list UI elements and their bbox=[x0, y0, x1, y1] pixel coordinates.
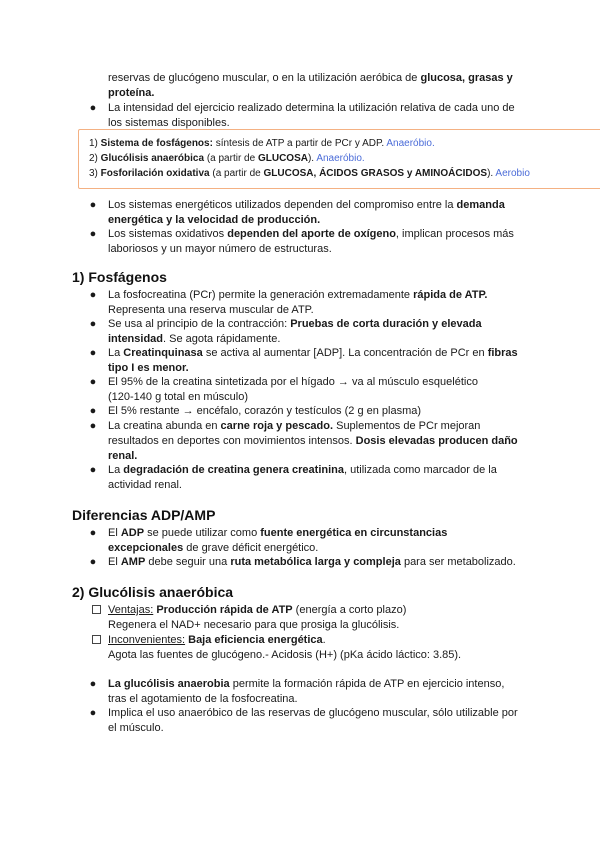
text-run: Sistema de fosfágenos: bbox=[100, 138, 213, 149]
text-line bbox=[108, 648, 578, 663]
text-line bbox=[108, 555, 578, 570]
text-run: (120-140 g total en músculo) bbox=[108, 391, 249, 403]
bullet-marker: ● bbox=[89, 199, 97, 211]
list-item bbox=[108, 404, 578, 419]
text-run: Anaeróbio. bbox=[316, 153, 365, 164]
text-run: para ser metabolizado. bbox=[400, 556, 516, 568]
text-run: GLUCOSA, ÁCIDOS GRASOS y AMINOÁCIDOS bbox=[263, 168, 488, 179]
text-run: Los sistemas energéticos utilizados dependen del compromiso entre la bbox=[108, 199, 457, 211]
text-line bbox=[108, 434, 578, 449]
text-run: Regenera el NAD+ necesario para que prosiga la glucólisis. bbox=[108, 619, 400, 631]
text-run: AMP bbox=[120, 556, 146, 568]
energy-systems-box bbox=[78, 129, 600, 189]
text-run: ). bbox=[487, 168, 496, 179]
text-run: Producción rápida de ATP bbox=[156, 604, 293, 616]
text-run: La intensidad del ejercicio realizado determina la utilización relativa de cada uno de bbox=[108, 102, 515, 114]
checkbox-inconvenientes[interactable] bbox=[92, 635, 101, 644]
text-run: , utilizada como marcador de la bbox=[344, 464, 497, 476]
text-run: ruta metabólica larga y compleja bbox=[230, 556, 401, 568]
list-item bbox=[108, 227, 578, 257]
bullet-marker: ● bbox=[89, 420, 97, 432]
text-run: Baja eficiencia energética bbox=[188, 634, 323, 646]
list-item bbox=[108, 375, 578, 405]
text-line bbox=[108, 404, 578, 419]
text-line bbox=[108, 618, 578, 633]
checklist-item bbox=[108, 603, 578, 633]
text-run: Ventajas: bbox=[108, 604, 154, 616]
text-line bbox=[108, 242, 578, 257]
text-run: Dosis elevadas producen daño bbox=[355, 435, 518, 447]
text-run: se puede utilizar como bbox=[144, 527, 261, 539]
text-run: (a partir de bbox=[209, 168, 264, 179]
text-line bbox=[108, 86, 568, 101]
text-run: laboriosos y un mayor número de estructuras. bbox=[108, 243, 332, 255]
text-line bbox=[108, 213, 578, 228]
text-run: se activa al aumentar [ADP]. La concentración de PCr en bbox=[202, 347, 488, 359]
text-run: El 5% restante → encéfalo, corazón y testículos (2 g en plasma) bbox=[108, 405, 422, 417]
bullet-marker: ● bbox=[89, 527, 97, 539]
text-run: Agota las fuentes de glucógeno.- Acidosis (H+) (pKa ácido láctico: 3.85). bbox=[108, 649, 462, 661]
text-run: ADP bbox=[120, 527, 145, 539]
text-line bbox=[108, 526, 578, 541]
system-row-3 bbox=[89, 166, 530, 181]
section-heading-fosfagenos: 1) Fosfágenos bbox=[72, 269, 167, 285]
text-run: resultados en deportes con movimientos intensos. bbox=[108, 435, 356, 447]
bullet-marker: ● bbox=[89, 318, 97, 330]
intensity-bullet bbox=[108, 101, 578, 131]
text-line bbox=[108, 419, 578, 434]
text-run: Inconvenientes: bbox=[108, 634, 186, 646]
text-run: La creatina abunda en bbox=[108, 420, 221, 432]
text-run: dependen del aporte de oxígeno bbox=[227, 228, 396, 240]
text-run: Suplementos de PCr mejoran bbox=[333, 420, 481, 432]
text-line bbox=[108, 390, 578, 405]
text-run: síntesis de ATP a partir de PCr y ADP. bbox=[212, 138, 387, 149]
text-run: La fosfocreatina (PCr) permite la generación extremadamente bbox=[108, 289, 414, 301]
text-line bbox=[108, 361, 578, 376]
text-line bbox=[108, 71, 568, 86]
text-line bbox=[108, 692, 578, 707]
text-line bbox=[108, 449, 578, 464]
list-item bbox=[108, 346, 578, 376]
list-item bbox=[108, 555, 578, 570]
text-run: ). bbox=[307, 153, 317, 164]
text-line bbox=[108, 346, 578, 361]
text-run: Anaeróbio. bbox=[386, 138, 435, 149]
bullet-marker: ● bbox=[89, 405, 97, 417]
text-run: rápida de ATP. bbox=[413, 289, 488, 301]
text-run: permite la formación rápida de ATP en ejercicio intenso, bbox=[229, 678, 505, 690]
text-run: 1) bbox=[89, 138, 101, 149]
text-line bbox=[108, 288, 578, 303]
text-run: el músculo. bbox=[108, 722, 164, 734]
list-item bbox=[108, 706, 578, 736]
text-run: . bbox=[322, 634, 326, 646]
list-item bbox=[108, 198, 578, 228]
text-run: fibras bbox=[487, 347, 518, 359]
text-run: excepcionales bbox=[108, 542, 184, 554]
text-run: 3) bbox=[89, 168, 101, 179]
bullet-marker: ● bbox=[89, 289, 97, 301]
bullet-marker: ● bbox=[89, 228, 97, 240]
bullet-marker: ● bbox=[89, 376, 97, 388]
text-run: Implica el uso anaeróbico de las reservas de glucógeno muscular, sólo utilizable por bbox=[108, 707, 518, 719]
text-run: GLUCOSA bbox=[257, 153, 308, 164]
bullet-marker: ● bbox=[89, 678, 97, 690]
text-run: Glucólisis anaeróbica bbox=[100, 153, 205, 164]
text-line bbox=[108, 633, 578, 648]
text-line bbox=[108, 332, 578, 347]
text-run: El 95% de la creatina sintetizada por el hígado → va al músculo esquelético bbox=[108, 376, 478, 388]
text-line bbox=[108, 541, 578, 556]
text-line bbox=[108, 101, 578, 116]
list-item bbox=[108, 317, 578, 347]
text-run: tras el agotamiento de la fosfocreatina. bbox=[108, 693, 298, 705]
text-run: (energía a corto plazo) bbox=[292, 604, 407, 616]
text-run: glucosa, grasas y bbox=[420, 72, 513, 84]
text-run: reservas de glucógeno muscular, o en la utilización aeróbica de bbox=[108, 72, 421, 84]
list-item bbox=[108, 288, 578, 318]
systems-list bbox=[89, 136, 530, 181]
text-run: intensidad bbox=[108, 333, 164, 345]
text-line bbox=[108, 463, 578, 478]
text-run: , implican procesos más bbox=[395, 228, 514, 240]
text-line bbox=[108, 478, 578, 493]
text-run: 2) bbox=[89, 153, 101, 164]
text-line bbox=[108, 303, 578, 318]
intro-continuation bbox=[108, 71, 568, 101]
text-run: los sistemas disponibles. bbox=[108, 117, 230, 129]
text-line bbox=[108, 677, 578, 692]
bullet-marker: ● bbox=[89, 464, 97, 476]
text-run: La bbox=[108, 347, 124, 359]
text-line bbox=[108, 721, 578, 736]
system-row-2 bbox=[89, 151, 530, 166]
section-heading-glucolisis: 2) Glucólisis anaeróbica bbox=[72, 584, 234, 600]
text-run: (a partir de bbox=[204, 153, 258, 164]
system-row-1 bbox=[89, 136, 530, 151]
text-run: fuente energética en circunstancias bbox=[260, 527, 448, 539]
text-run: Los sistemas oxidativos bbox=[108, 228, 228, 240]
text-line bbox=[108, 706, 578, 721]
list-item bbox=[108, 677, 578, 707]
list-item bbox=[108, 419, 578, 464]
text-run: Pruebas de corta duración y elevada bbox=[290, 318, 482, 330]
text-run: proteína. bbox=[108, 87, 155, 99]
text-run: renal. bbox=[108, 450, 138, 462]
text-run: El bbox=[108, 556, 121, 568]
text-run: demanda bbox=[456, 199, 505, 211]
text-run: tipo I es menor. bbox=[108, 362, 189, 374]
text-run: debe seguir una bbox=[145, 556, 231, 568]
text-run: La bbox=[108, 464, 124, 476]
text-line bbox=[108, 317, 578, 332]
text-run: El bbox=[108, 527, 121, 539]
bullet-marker: ● bbox=[89, 556, 97, 568]
text-run: de grave déficit energético. bbox=[183, 542, 319, 554]
bullet-marker: ● bbox=[89, 347, 97, 359]
text-line bbox=[108, 227, 578, 242]
list-item bbox=[108, 463, 578, 493]
text-run: Creatinquinasa bbox=[123, 347, 203, 359]
text-line bbox=[108, 198, 578, 213]
text-run: La glucólisis anaerobia bbox=[108, 678, 230, 690]
bullet-marker: ● bbox=[89, 102, 97, 114]
text-run: Aerobio bbox=[495, 168, 530, 179]
text-run: . Se agota rápidamente. bbox=[163, 333, 281, 345]
text-run: actividad renal. bbox=[108, 479, 182, 491]
text-run: carne roja y pescado. bbox=[220, 420, 334, 432]
text-run: Fosforilación oxidativa bbox=[100, 168, 210, 179]
text-run: energética y la velocidad de producción. bbox=[108, 214, 321, 226]
bullet-marker: ● bbox=[89, 707, 97, 719]
text-run: degradación de creatina genera creatinina bbox=[123, 464, 344, 476]
checklist-item bbox=[108, 633, 578, 663]
list-item bbox=[108, 526, 578, 556]
text-line bbox=[108, 603, 578, 618]
text-run: Se usa al principio de la contracción: bbox=[108, 318, 291, 330]
checkbox-ventajas[interactable] bbox=[92, 605, 101, 614]
text-line bbox=[108, 375, 578, 390]
section-heading-adp-amp: Diferencias ADP/AMP bbox=[72, 507, 216, 523]
text-run: Representa una reserva muscular de ATP. bbox=[108, 304, 314, 316]
